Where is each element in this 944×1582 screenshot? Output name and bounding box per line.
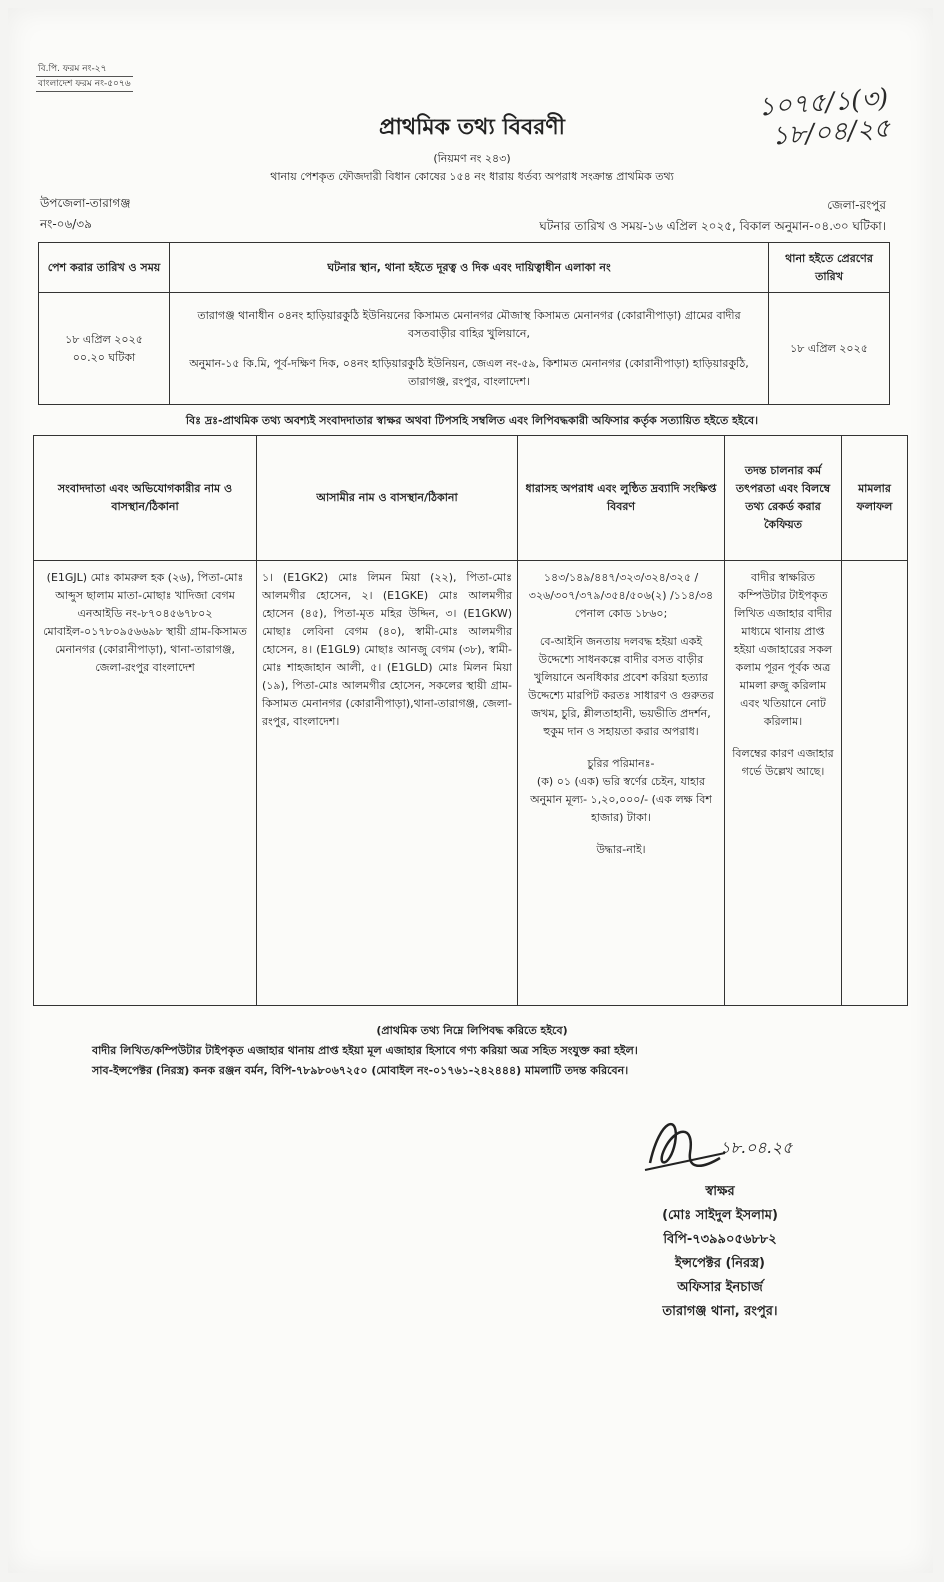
submit-date: ১৮ এপ্রিল ২০২৫ (65, 332, 143, 346)
submit-time-cell (39, 293, 170, 405)
header-complainant: সংবাদদাতা এবং অভিযোগকারীর নাম ও বাসস্থান/ঠিকানা (34, 436, 257, 561)
officer-post: অফিসার ইনচার্জ (677, 1280, 763, 1295)
header-result: মামলার ফলাফল (842, 436, 908, 561)
district-label: জেলা-রংপুর (827, 198, 886, 212)
remark-line-1: বাদীর লিখিত/কম্পিউটার টাইপকৃত এজাহার থানায় প্রাপ্ত হইয়া মূল এজাহার হিসাবে গণ্য করিয়া অত্র সহিত সংযুক্ত করা হইল। (92, 1044, 638, 1057)
place-paragraph-2: অনুমান-১৫ কি.মি, পূর্ব-দক্ষিণ দিক, ০৪নং হাড়িয়ারকুঠি ইউনিয়ন, জেএল নং-৫৯, কিশামত মেনানগর (কোরানীপাড়া) হাড়িয়ারকুঠি, তারাগঞ্জ, রংপুর, বাংলাদেশ। (189, 356, 749, 388)
action-text: বাদীর স্বাক্ষরিত কম্পিউটার টাইপকৃত লিখিত এজাহার বাদীর মাধ্যমে থানায় প্রাপ্ত হইয়া এজাহারের সকল কলাম পূরন পূর্বক অত্র মামলা রুজু করিলাম এবং খতিয়ানে নোট করিলাম। (733, 571, 833, 728)
officer-name: (মোঃ সাইদুল ইসলাম) (662, 1208, 778, 1223)
handwritten-reference-date: ১৮/০৪/২৫ (770, 113, 891, 152)
place-paragraph-1: তারাগঞ্জ থানাধীন ০৪নং হাড়িয়ারকুঠি ইউনিয়নের কিসামত মেনানগর মৌজাস্থ কিসামত মেনানগর (কোরানীপাড়া) গ্রামের বাদীর বসতবাড়ীর বাহির খুলিয়ানে, (197, 308, 741, 340)
sent-date-cell: ১৮ এপ্রিল ২০২৫ (769, 293, 890, 405)
accused-cell (257, 561, 518, 1006)
footnote: (প্রাথমিক তথ্য নিম্নে লিপিবদ্ধ করিতে হইবে) (376, 1024, 568, 1037)
form-number-stamp (36, 62, 133, 92)
signature-block (570, 1180, 870, 1324)
accused-text: ১। (E1GK2) মোঃ লিমন মিয়া (২২), পিতা-মোঃ আলমগীর হোসেন, ২। (E1GKE) মোঃ আলমগীর হোসেন (৪৫), পিতা-মৃত মহির উদ্দিন, ৩। (E1GKW) মোছাঃ লেবিনা বেগম (৪০), স্বামী-মোঃ আলমগীর হোসেন, ৪। (E1GL9) মোছাঃ আনজু বেগম (৩৮), স্বামী-মোঃ শাহজাহান আলী, ৫। (E1GLD) মোঃ মিলন মিয়া (১৯), পিতা-মোঃ আলমগীর হোসেন, সকলের স্থায়ী গ্রাম-কিসামত মেনানগর (কোরানীপাড়া),থানা-তারাগঞ্জ, জেলা-রংপুর, বাংলাদেশ। (262, 571, 512, 728)
case-details-table (33, 435, 908, 1006)
officer-rank: ইন্সপেক্টর (নিরস্ত্র) (674, 1256, 765, 1271)
form-number-line1: বি.পি. ফরম নং-২৭ (36, 62, 133, 77)
header-offence: ধারাসহ অপরাধ এবং লুন্ঠিত দ্রব্যাদি সংক্ষিপ্ত বিবরণ (518, 436, 725, 561)
offence-sections: ১৪৩/১৪৯/৪৪৭/৩২৩/৩২৪/৩২৫ /৩২৬/৩০৭/৩৭৯/৩৫৪/৫০৬(২) /১১৪/৩৪ পেনাল কোড ১৮৬০; (528, 571, 714, 620)
header-sent-date: থানা হইতে প্রেরণের তারিখ (769, 243, 890, 293)
signature-label: স্বাক্ষর (705, 1184, 735, 1199)
case-number: নং-০৬/৩৯ (40, 217, 92, 231)
recovered-status: উদ্ধার-নাই। (596, 843, 646, 856)
offence-cell (518, 561, 725, 1006)
complainant-text: (E1GJL) মোঃ কামরুল হক (২৬), পিতা-মোঃ আব্দুস ছালাম মাতা-মোছাঃ খাদিজা বেগম এনআইডি নং-৮৭০৪৫৬৭৮০২ মোবাইল-০১৭৮০৯৫৬৬৯৮ স্থায়ী গ্রাম-কিসামত মেনানগর (কোরানীপাড়া), থানা-তারাগঞ্জ, জেলা-রংপুর বাংলাদেশ (43, 571, 247, 674)
place-cell (170, 293, 769, 405)
action-cell (725, 561, 842, 1006)
offence-description: বে-আইনি জনতায় দলবদ্ধ হইয়া একই উদ্দেশ্যে সাধনকল্পে বাদীর বসত বাড়ীর খুলিয়ানে অনধিকার প্রবেশ করিয়া হত্যার উদ্দেশ্যে মারপিট করতঃ সাধারণ ও গুরুতর জখম, চুরি, শ্লীলতাহানী, ভয়ভীতি প্রদর্শন, হুকুম দান ও সহায়তা করার অপরাধ। (528, 635, 714, 738)
result-cell (842, 561, 908, 1006)
incident-time: ঘটনার তারিখ ও সময়-১৬ এপ্রিল ২০২৫, বিকাল অনুমান-০৪.৩০ ঘটিকা। (539, 219, 886, 233)
header-action: তদন্ত চালনার কর্ম তৎপরতা এবং বিলম্বে তথ্য রেকর্ড করার কৈফিয়ত (725, 436, 842, 561)
submit-clock: ০০.২০ ঘটিকা (72, 350, 136, 364)
attestation-note: বিঃ দ্রঃ-প্রাথমিক তথ্য অবশ্যই সংবাদদাতার স্বাক্ষর অথবা টিপসহি সম্বলিত এবং লিপিবদ্ধকারী অফিসার কর্তৃক সত্যায়িত হইতে হইবে। (185, 414, 759, 427)
upazila-label: উপজেলা-তারাগঞ্জ (40, 196, 131, 210)
officer-bp: বিপি-৭৩৯৯০৫৬৮৮২ (663, 1232, 777, 1247)
header-place: ঘটনার স্থান, থানা হইতে দূরত্ব ও দিক এবং দায়িত্বাধীন এলাকা নং (170, 243, 769, 293)
header-submit-time: পেশ করার তারিখ ও সময় (39, 243, 170, 293)
header-accused: আসামীর নাম ও বাসস্থান/ঠিকানা (257, 436, 518, 561)
remark-line-2: সাব-ইন্সপেক্টর (নিরস্ত্র) কনক রঞ্জন বর্মন, বিপি-৭৮৯৮০৬৭২৫০ (মোবাইল নং-০১৭৬১-২৪২৪৪৪) মামলাটি তদন্ত করিবেন। (92, 1064, 629, 1077)
handwritten-reference-number: ১০৭৫/১(৩) (756, 83, 889, 123)
place-table (38, 242, 890, 405)
officer-station: তারাগঞ্জ থানা, রংপুর। (662, 1304, 778, 1319)
delay-reason: বিলম্বের কারণ এজাহার গর্ভে উল্লেখ আছে। (732, 747, 834, 778)
theft-description: (ক) ০১ (এক) ভরি স্বর্ণের চেইন, যাহার অনুমান মূল্য- ১,২০,০০০/- (এক লক্ষ বিশ হাজার) টাকা। (530, 775, 712, 824)
complainant-cell (34, 561, 257, 1006)
page-title: প্রাথমিক তথ্য বিবরণী (379, 115, 565, 140)
form-number-line2: বাংলাদেশ ফরম নং-৫০৭৬ (36, 77, 133, 92)
signature-date: ১৮.০৪.২৫ (720, 1138, 793, 1157)
page-subtitle: (নিয়মণ নং ২৪৩) (433, 152, 511, 165)
theft-title: চুরির পরিমানঃ- (587, 757, 655, 770)
page-subline: থানায় পেশকৃত ফৌজদারী বিধান কোষের ১৫৪ নং ধারায় ধর্তব্য অপরাধ সংক্রান্ত প্রাথমিক তথ্য (270, 170, 674, 183)
signature-image (640, 1108, 730, 1182)
